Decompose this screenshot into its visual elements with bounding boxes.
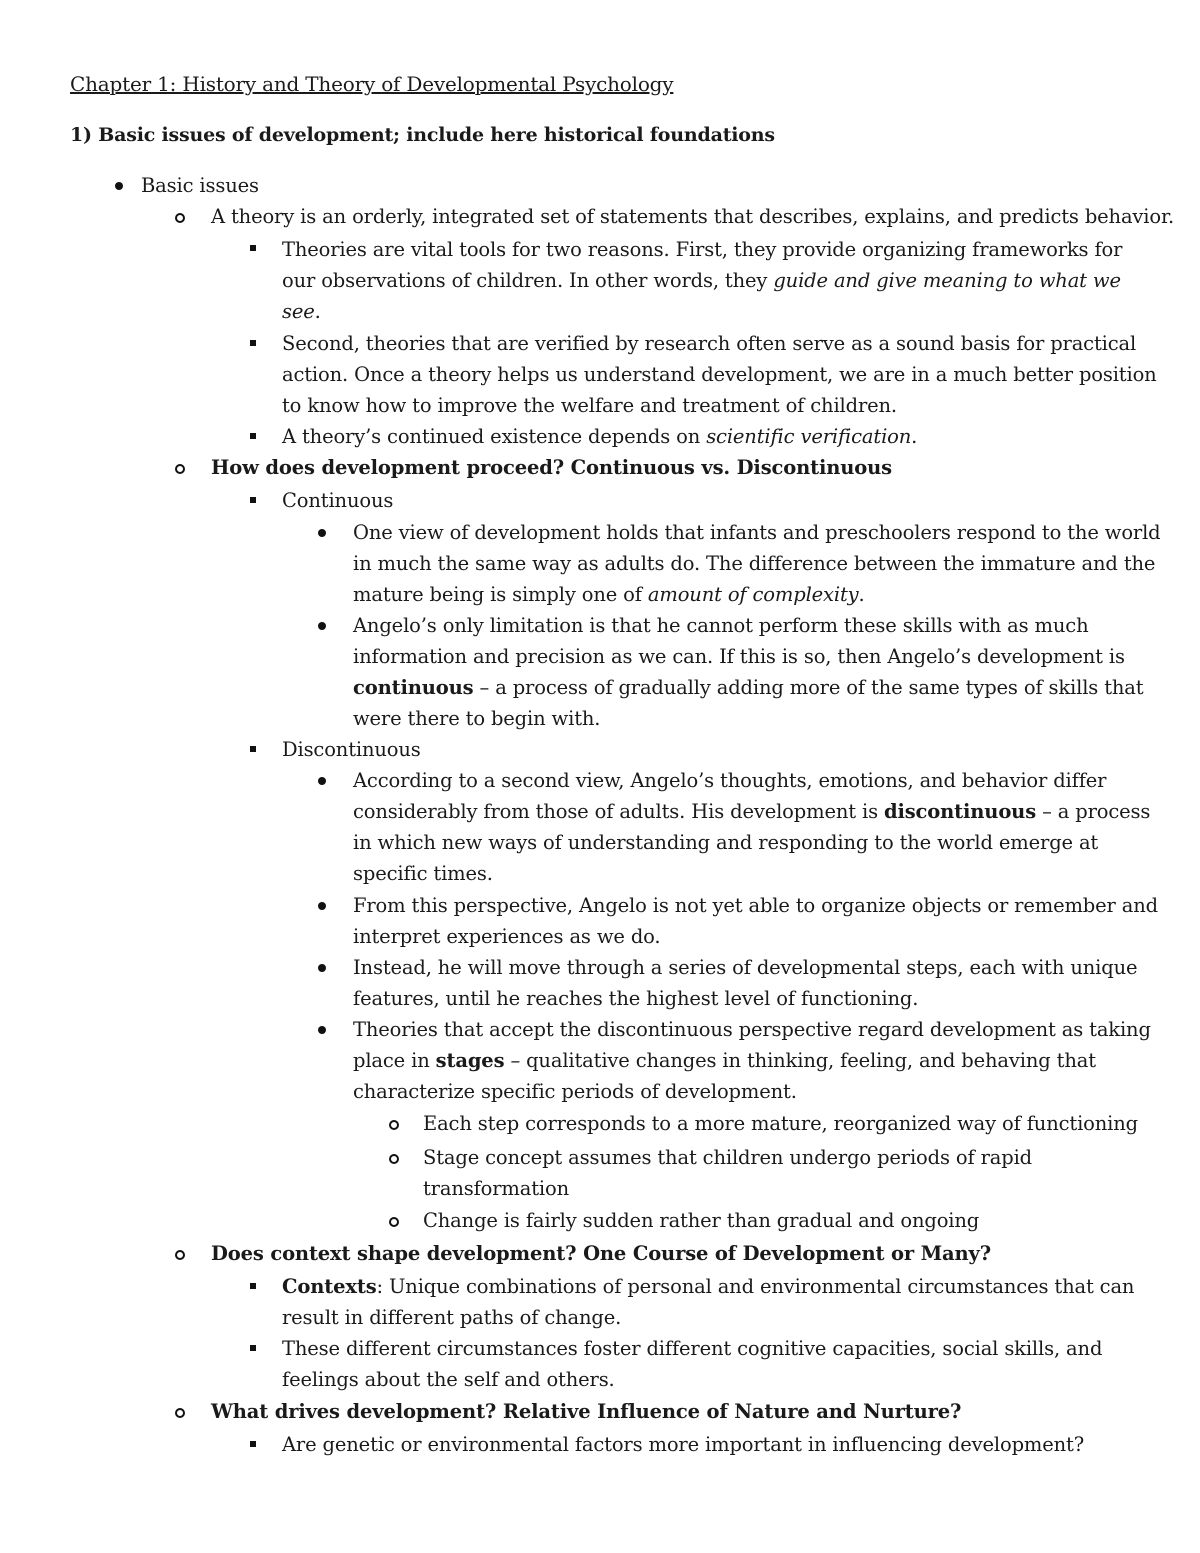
subheading: What drives development? Relative Influence of Nature and Nurture?: [211, 1400, 962, 1423]
list-item-continuation: to know how to improve the welfare and treatment of children.: [282, 394, 897, 417]
list-item-continuation: result in different paths of change.: [282, 1306, 622, 1329]
list-item-continuation: were there to begin with.: [353, 707, 601, 730]
list-item-continuation: [282, 296, 321, 327]
bullet-square-icon: [250, 1441, 256, 1447]
list-item: Theories that accept the discontinuous perspective regard development as taking: [353, 1018, 1151, 1041]
text-run-bold: stages: [435, 1049, 505, 1072]
text-run: – a process of gradually adding more of the same types of skills that: [473, 676, 1144, 699]
bullet-ring-icon: [175, 1250, 185, 1260]
bullet-square-icon: [250, 1283, 256, 1289]
list-item: Basic issues: [141, 174, 259, 197]
list-item-continuation: action. Once a theory helps us understand development, we are in a much better position: [282, 363, 1157, 386]
text-run-bold: Contexts: [282, 1275, 377, 1298]
bullet-ring-icon: [175, 464, 185, 474]
text-run: mature being is simply one of: [353, 583, 648, 606]
list-item-continuation: [353, 1045, 1096, 1076]
text-run: considerably from those of adults. His development is: [353, 800, 884, 823]
text-run-bold: continuous: [353, 676, 474, 699]
list-item: Each step corresponds to a more mature, reorganized way of functioning: [423, 1112, 1138, 1135]
bullet-disc-icon: [318, 1026, 326, 1034]
bullet-square-icon: [250, 245, 256, 251]
list-item: Angelo’s only limitation is that he cannot perform these skills with as much: [353, 614, 1089, 637]
list-item: Continuous: [282, 489, 394, 512]
list-item: [282, 421, 917, 452]
bullet-ring-icon: [175, 1408, 185, 1418]
bullet-disc-icon: [318, 902, 326, 910]
section-heading: 1) Basic issues of development; include here historical foundations: [70, 124, 775, 146]
bullet-square-icon: [250, 1345, 256, 1351]
text-run: : Unique combinations of personal and environmental circumstances that can: [376, 1275, 1135, 1298]
text-run: .: [858, 583, 865, 606]
subheading: Does context shape development? One Course of Development or Many?: [211, 1242, 992, 1265]
list-item-continuation: [353, 672, 1143, 703]
bullet-square-icon: [250, 746, 256, 752]
bullet-ring-icon: [389, 1217, 399, 1227]
list-item: A theory is an orderly, integrated set of statements that describes, explains, and predicts behavior.: [211, 205, 1175, 228]
subheading: How does development proceed? Continuous vs. Discontinuous: [211, 456, 893, 479]
text-run: .: [911, 425, 918, 448]
list-item: [282, 1271, 1134, 1302]
list-item: Second, theories that are verified by research often serve as a sound basis for practical: [282, 332, 1137, 355]
list-item: Are genetic or environmental factors more important in influencing development?: [282, 1433, 1085, 1456]
list-item: These different circumstances foster different cognitive capacities, social skills, and: [282, 1337, 1103, 1360]
list-item: Discontinuous: [282, 738, 421, 761]
text-run: place in: [353, 1049, 436, 1072]
bullet-square-icon: [250, 433, 256, 439]
list-item: Change is fairly sudden rather than gradual and ongoing: [423, 1209, 980, 1232]
list-item: One view of development holds that infants and preschoolers respond to the world: [353, 521, 1161, 544]
text-run-bold: discontinuous: [883, 800, 1037, 823]
text-run: our observations of children. In other words, they: [282, 269, 774, 292]
text-run: A theory’s continued existence depends on: [282, 425, 707, 448]
text-run: – qualitative changes in thinking, feeling, and behaving that: [504, 1049, 1096, 1072]
bullet-ring-icon: [175, 213, 185, 223]
list-item: Theories are vital tools for two reasons. First, they provide organizing frameworks for: [282, 238, 1123, 261]
list-item-continuation: [282, 265, 1121, 296]
list-item-continuation: in much the same way as adults do. The difference between the immature and the: [353, 552, 1156, 575]
bullet-square-icon: [250, 340, 256, 346]
list-item-continuation: [353, 796, 1150, 827]
list-item-continuation: transformation: [423, 1177, 570, 1200]
text-run-italic: guide and give meaning to what we: [773, 269, 1121, 292]
bullet-square-icon: [250, 497, 256, 503]
bullet-disc-icon: [318, 964, 326, 972]
bullet-disc-icon: [318, 777, 326, 785]
list-item-continuation: features, until he reaches the highest level of functioning.: [353, 987, 919, 1010]
list-item: From this perspective, Angelo is not yet able to organize objects or remember and: [353, 894, 1158, 917]
list-item-continuation: in which new ways of understanding and responding to the world emerge at: [353, 831, 1099, 854]
bullet-disc-icon: [318, 529, 326, 537]
list-item-continuation: feelings about the self and others.: [282, 1368, 615, 1391]
text-run-italic: scientific verification: [706, 425, 912, 448]
list-item-continuation: specific times.: [353, 862, 493, 885]
list-item: According to a second view, Angelo’s thoughts, emotions, and behavior differ: [353, 769, 1107, 792]
chapter-title: Chapter 1: History and Theory of Developmental Psychology: [70, 72, 674, 96]
list-item-continuation: information and precision as we can. If this is so, then Angelo’s development is: [353, 645, 1125, 668]
text-run: .: [314, 300, 321, 323]
bullet-disc-icon: [115, 182, 123, 190]
list-item-continuation: [353, 579, 865, 610]
bullet-disc-icon: [318, 622, 326, 630]
list-item-continuation: interpret experiences as we do.: [353, 925, 661, 948]
list-item-continuation: characterize specific periods of development.: [353, 1080, 797, 1103]
text-run: – a process: [1036, 800, 1151, 823]
bullet-ring-icon: [389, 1120, 399, 1130]
text-run-italic: see: [282, 300, 315, 323]
bullet-ring-icon: [389, 1154, 399, 1164]
text-run-italic: amount of complexity: [647, 583, 859, 606]
list-item: Instead, he will move through a series of developmental steps, each with unique: [353, 956, 1138, 979]
list-item: Stage concept assumes that children undergo periods of rapid: [423, 1146, 1032, 1169]
